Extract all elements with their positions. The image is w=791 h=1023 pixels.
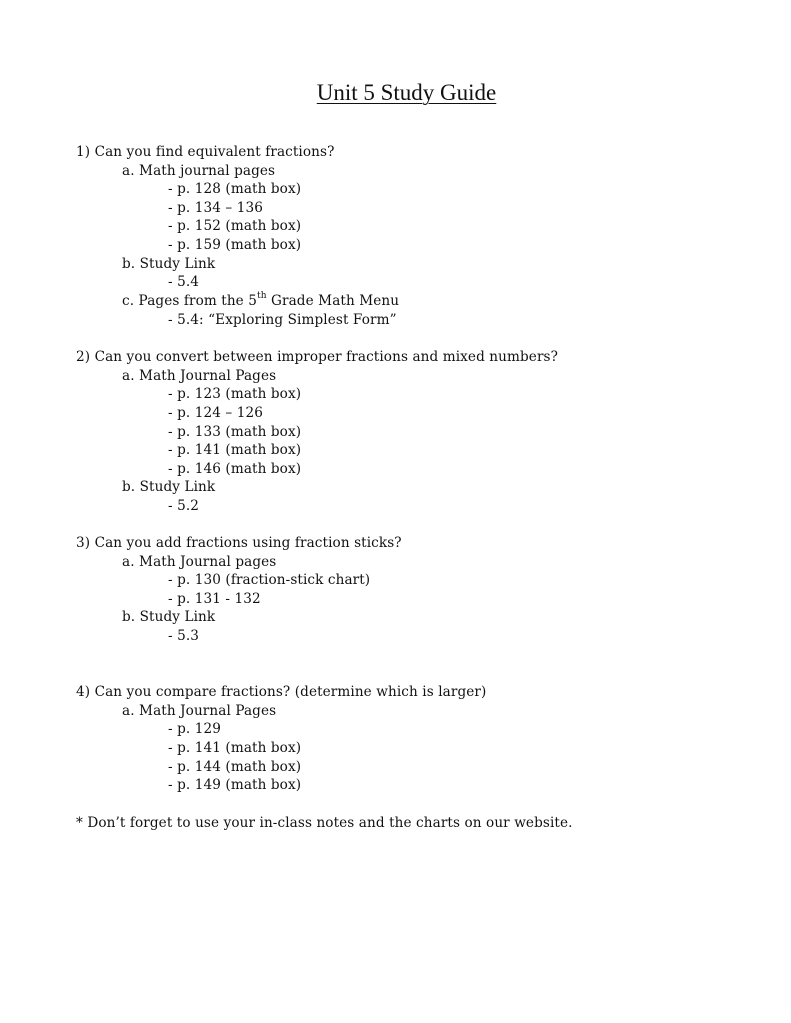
q2-a-item: - p. 124 – 126 <box>168 405 263 421</box>
page-title: Unit 5 Study Guide <box>316 80 497 105</box>
q2-section-b: b. Study Link <box>122 479 216 495</box>
q2-section-a: a. Math Journal Pages <box>122 368 277 384</box>
q4-a-item: - p. 149 (math box) <box>168 777 302 793</box>
q1-section-a: a. Math journal pages <box>122 163 276 179</box>
q1-c-item: - 5.4: “Exploring Simplest Form” <box>168 312 397 328</box>
q2-a-item: - p. 133 (math box) <box>168 424 302 440</box>
q3-a-item: - p. 131 - 132 <box>168 591 261 607</box>
q1-a-item: - p. 134 – 136 <box>168 200 263 216</box>
q2-b-item: - 5.2 <box>168 498 200 514</box>
q2-a-item: - p. 146 (math box) <box>168 461 302 477</box>
q1-c-prefix: c. Pages from the 5 <box>122 293 257 309</box>
q1-a-item: - p. 152 (math box) <box>168 218 302 234</box>
q3-section-a: a. Math Journal pages <box>122 554 277 570</box>
q4-a-item: - p. 141 (math box) <box>168 740 302 756</box>
q4-section-a: a. Math Journal Pages <box>122 703 277 719</box>
q1-c-suffix: Grade Math Menu <box>266 293 400 309</box>
question-3: 3) Can you add fractions using fraction sticks? <box>76 535 402 551</box>
question-2: 2) Can you convert between improper fractions and mixed numbers? <box>76 349 559 365</box>
question-1: 1) Can you find equivalent fractions? <box>76 144 335 160</box>
q3-a-item: - p. 130 (fraction-stick chart) <box>168 572 371 588</box>
q2-a-item: - p. 123 (math box) <box>168 386 302 402</box>
q1-section-c <box>122 292 399 310</box>
q2-a-item: - p. 141 (math box) <box>168 442 302 458</box>
footer-note: * Don’t forget to use your in-class notes and the charts on our website. <box>76 815 573 831</box>
q1-b-item: - 5.4 <box>168 274 200 290</box>
q3-section-b: b. Study Link <box>122 609 216 625</box>
q3-b-item: - 5.3 <box>168 628 200 644</box>
question-4: 4) Can you compare fractions? (determine which is larger) <box>76 684 487 700</box>
q4-a-item: - p. 144 (math box) <box>168 759 302 775</box>
q1-section-b: b. Study Link <box>122 256 216 272</box>
q1-c-superscript: th <box>257 291 267 302</box>
q4-a-item: - p. 129 <box>168 721 222 737</box>
q1-a-item: - p. 159 (math box) <box>168 237 302 253</box>
q1-a-item: - p. 128 (math box) <box>168 181 302 197</box>
